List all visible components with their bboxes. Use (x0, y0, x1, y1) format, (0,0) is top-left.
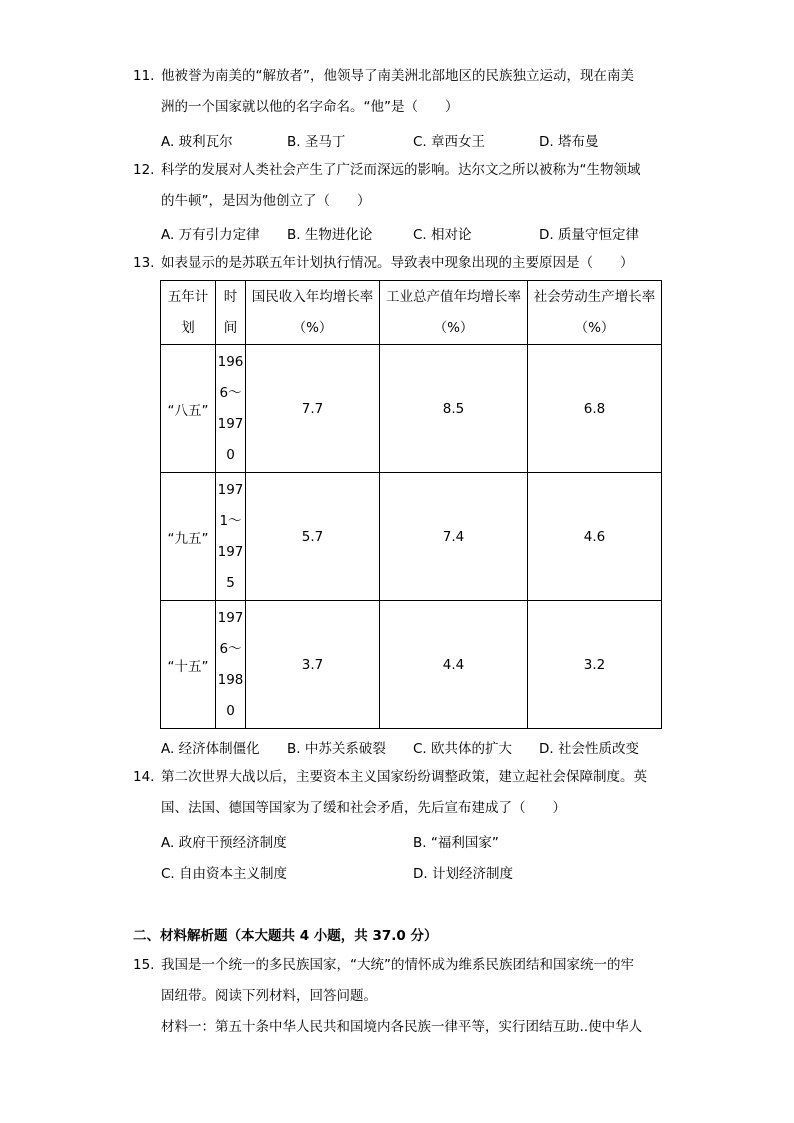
table-header-row (161, 281, 662, 345)
cell-plan: “十五” (161, 601, 216, 729)
stem-line: 材料一：第五十条中华人民共和国境内各民族一律平等，实行团结互助..使中华人 (161, 1019, 643, 1035)
header-plan: 五年计 划 (161, 281, 216, 345)
question-stem (161, 762, 681, 824)
cell-labor: 4.6 (528, 473, 662, 601)
stem-line: 洲的一个国家就以他的名字命名。“他”是（ ） (161, 99, 459, 115)
question-stem (161, 155, 681, 217)
cell-plan: “九五” (161, 473, 216, 601)
question-stem (161, 61, 681, 123)
stem-line: 他被誉为南美的“解放者”，他领导了南美洲北部地区的民族独立运动，现在南美 (161, 68, 634, 84)
header-industry: 工业总产值年均增长率 （%） (380, 281, 528, 345)
option-b[interactable]: B. 中苏关系破裂 (287, 741, 386, 757)
option-d[interactable]: D. 社会性质改变 (539, 741, 639, 757)
cell-income: 7.7 (246, 345, 380, 473)
cell-income: 5.7 (246, 473, 380, 601)
five-year-plan-table (160, 280, 662, 729)
cell-industry: 7.4 (380, 473, 528, 601)
option-c[interactable]: C. 欧共体的扩大 (413, 741, 513, 757)
stem-line: 科学的发展对人类社会产生了广泛而深远的影响。达尔文之所以被称为“生物领域 (161, 162, 641, 178)
option-b[interactable]: B. 圣马丁 (287, 134, 346, 150)
cell-labor: 6.8 (528, 345, 662, 473)
stem-line: 固纽带。阅读下列材料，回答问题。 (161, 988, 377, 1004)
header-time: 时 间 (216, 281, 246, 345)
stem-line: 第二次世界大战以后，主要资本主义国家纷纷调整政策，建立起社会保障制度。英 (161, 769, 647, 785)
question-number: 14. (133, 769, 155, 785)
stem-line: 的牛顿”，是因为他创立了（ ） (161, 193, 371, 209)
question-number: 11. (133, 68, 155, 84)
table-row (161, 473, 662, 601)
option-d[interactable]: D. 质量守恒定律 (539, 227, 639, 243)
option-c[interactable]: C. 自由资本主义制度 (161, 866, 288, 882)
question-number: 12. (133, 162, 155, 178)
section-heading: 二、材料解析题（本大题共 4 小题，共 37.0 分） (133, 928, 438, 944)
cell-labor: 3.2 (528, 601, 662, 729)
stem-line: 我国是一个统一的多民族国家，“大统”的情怀成为维系民族团结和国家统一的牢 (161, 957, 634, 973)
option-c[interactable]: C. 章西女王 (413, 134, 486, 150)
table-row (161, 601, 662, 729)
cell-time: 197 1～ 197 5 (216, 473, 246, 601)
option-a[interactable]: A. 万有引力定律 (161, 227, 260, 243)
stem-line: 国、法国、德国等国家为了缓和社会矛盾，先后宣布建成了（ ） (161, 800, 566, 816)
option-b[interactable]: B. 生物进化论 (287, 227, 373, 243)
cell-plan: “八五” (161, 345, 216, 473)
option-d[interactable]: D. 计划经济制度 (413, 866, 513, 882)
question-stem (161, 950, 681, 1043)
option-b[interactable]: B. “福利国家” (413, 835, 499, 851)
option-a[interactable]: A. 玻利瓦尔 (161, 134, 233, 150)
header-labor: 社会劳动生产增长率 （%） (528, 281, 662, 345)
question-number: 15. (133, 957, 155, 973)
cell-income: 3.7 (246, 601, 380, 729)
option-a[interactable]: A. 政府干预经济制度 (161, 835, 287, 851)
table-row (161, 345, 662, 473)
cell-industry: 8.5 (380, 345, 528, 473)
question-stem (161, 248, 681, 279)
question-number: 13. (133, 255, 155, 271)
option-d[interactable]: D. 塔布曼 (539, 134, 599, 150)
option-a[interactable]: A. 经济体制僵化 (161, 741, 260, 757)
cell-time: 197 6～ 198 0 (216, 601, 246, 729)
header-income: 国民收入年均增长率 （%） (246, 281, 380, 345)
cell-time: 196 6～ 197 0 (216, 345, 246, 473)
stem-line: 如表显示的是苏联五年计划执行情况。导致表中现象出现的主要原因是（ ） (161, 255, 634, 271)
cell-industry: 4.4 (380, 601, 528, 729)
option-c[interactable]: C. 相对论 (413, 227, 472, 243)
